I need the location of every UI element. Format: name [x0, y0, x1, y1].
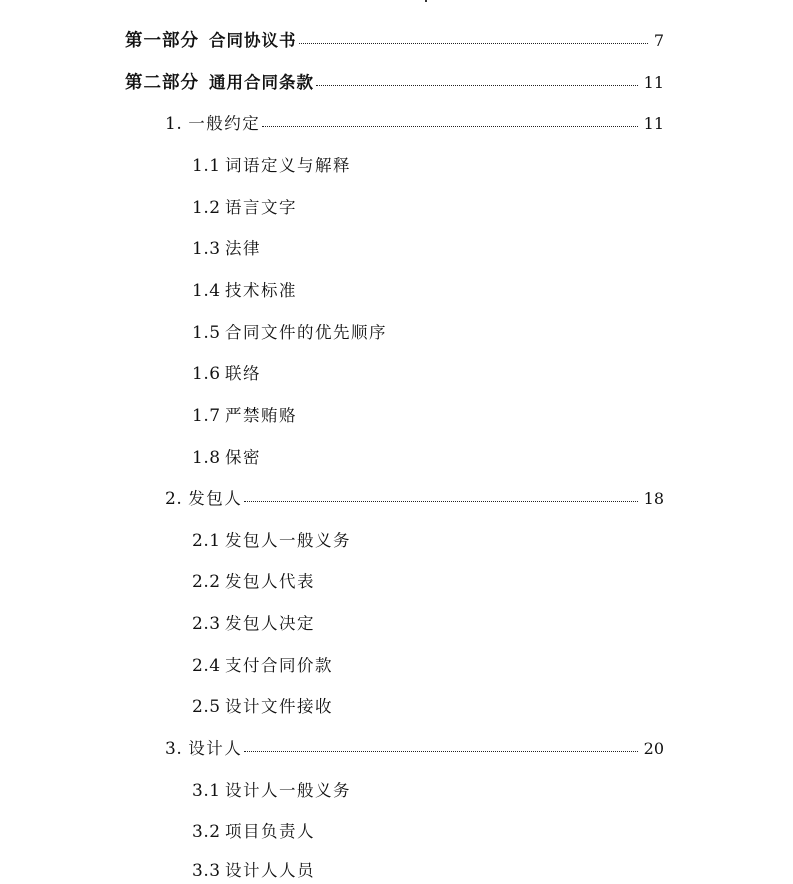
toc-item-title: 合同文件的优先顺序	[225, 323, 387, 342]
toc-item[interactable]	[192, 569, 315, 595]
toc-item[interactable]	[192, 858, 315, 884]
toc-item-number: 3.1	[192, 781, 221, 801]
toc-item-number: 2.5	[192, 697, 221, 717]
dot-leader	[316, 85, 638, 86]
toc-item-number: 1.6	[192, 364, 221, 384]
toc-item-title: 支付合同价款	[225, 656, 333, 675]
toc-item-title: 语言文字	[225, 198, 297, 217]
toc-item-title: 设计文件接收	[225, 697, 333, 716]
toc-item-number: 1.8	[192, 448, 221, 468]
toc-item[interactable]	[192, 153, 351, 179]
toc-part-title: 通用合同条款	[209, 73, 314, 92]
toc-item-number: 1.2	[192, 198, 221, 218]
toc-item[interactable]	[192, 320, 387, 346]
toc-item-title: 设计人一般义务	[225, 781, 351, 800]
toc-part-2[interactable]	[125, 70, 664, 96]
toc-item[interactable]	[192, 236, 261, 262]
toc-section-number: 2.	[165, 489, 183, 509]
toc-page-number: 7	[653, 31, 664, 50]
toc-item-number: 1.1	[192, 156, 221, 176]
dot-leader	[262, 126, 637, 127]
toc-section-title: 设计人	[188, 739, 243, 758]
toc-item-title: 发包人代表	[225, 572, 315, 591]
toc-item[interactable]	[192, 653, 333, 679]
toc-page-number: 18	[643, 489, 664, 508]
toc-item-title: 设计人人员	[225, 861, 315, 880]
toc-item[interactable]	[192, 361, 261, 387]
toc-item[interactable]	[192, 694, 333, 720]
toc-item-number: 2.4	[192, 656, 221, 676]
toc-item-number: 1.7	[192, 406, 221, 426]
toc-section-2[interactable]	[165, 486, 664, 512]
toc-item-number: 1.4	[192, 281, 221, 301]
toc-item[interactable]	[192, 195, 297, 221]
toc-item-title: 项目负责人	[225, 822, 315, 841]
toc-part-number: 第二部分	[125, 73, 199, 93]
toc-page-number: 20	[643, 739, 664, 758]
toc-item-title: 严禁贿赂	[225, 406, 297, 425]
toc-page-number: 11	[643, 114, 664, 133]
dot-leader	[299, 43, 648, 44]
toc-item[interactable]	[192, 778, 351, 804]
toc-item-title: 发包人一般义务	[225, 531, 351, 550]
page-mark	[425, 0, 427, 2]
toc-page-number: 11	[643, 73, 664, 92]
toc-item-title: 发包人决定	[225, 614, 315, 633]
toc-item[interactable]	[192, 445, 261, 471]
toc-part-number: 第一部分	[125, 31, 199, 51]
toc-section-1[interactable]	[165, 111, 664, 137]
toc-item[interactable]	[192, 528, 351, 554]
toc-item[interactable]	[192, 819, 315, 845]
toc-item[interactable]	[192, 611, 315, 637]
toc-section-number: 3.	[165, 739, 183, 759]
dot-leader	[244, 501, 637, 502]
toc-item-number: 2.1	[192, 531, 221, 551]
toc-item-title: 联络	[225, 364, 261, 383]
toc-section-title: 发包人	[188, 489, 243, 508]
toc-section-number: 1.	[165, 114, 183, 134]
toc-item-title: 词语定义与解释	[225, 156, 351, 175]
toc-item-title: 保密	[225, 448, 261, 467]
toc-section-title: 一般约定	[188, 114, 261, 133]
toc-item-number: 2.3	[192, 614, 221, 634]
toc-item-number: 3.2	[192, 822, 221, 842]
toc-item[interactable]	[192, 278, 297, 304]
toc-item[interactable]	[192, 403, 297, 429]
toc-item-title: 法律	[225, 239, 261, 258]
toc-item-number: 2.2	[192, 572, 221, 592]
toc-item-number: 1.3	[192, 239, 221, 259]
toc-part-1[interactable]	[125, 28, 664, 54]
toc-section-3[interactable]	[165, 736, 664, 762]
toc-item-number: 3.3	[192, 861, 221, 881]
toc-item-number: 1.5	[192, 323, 221, 343]
dot-leader	[244, 751, 637, 752]
toc-item-title: 技术标准	[225, 281, 297, 300]
toc-part-title: 合同协议书	[209, 31, 297, 50]
